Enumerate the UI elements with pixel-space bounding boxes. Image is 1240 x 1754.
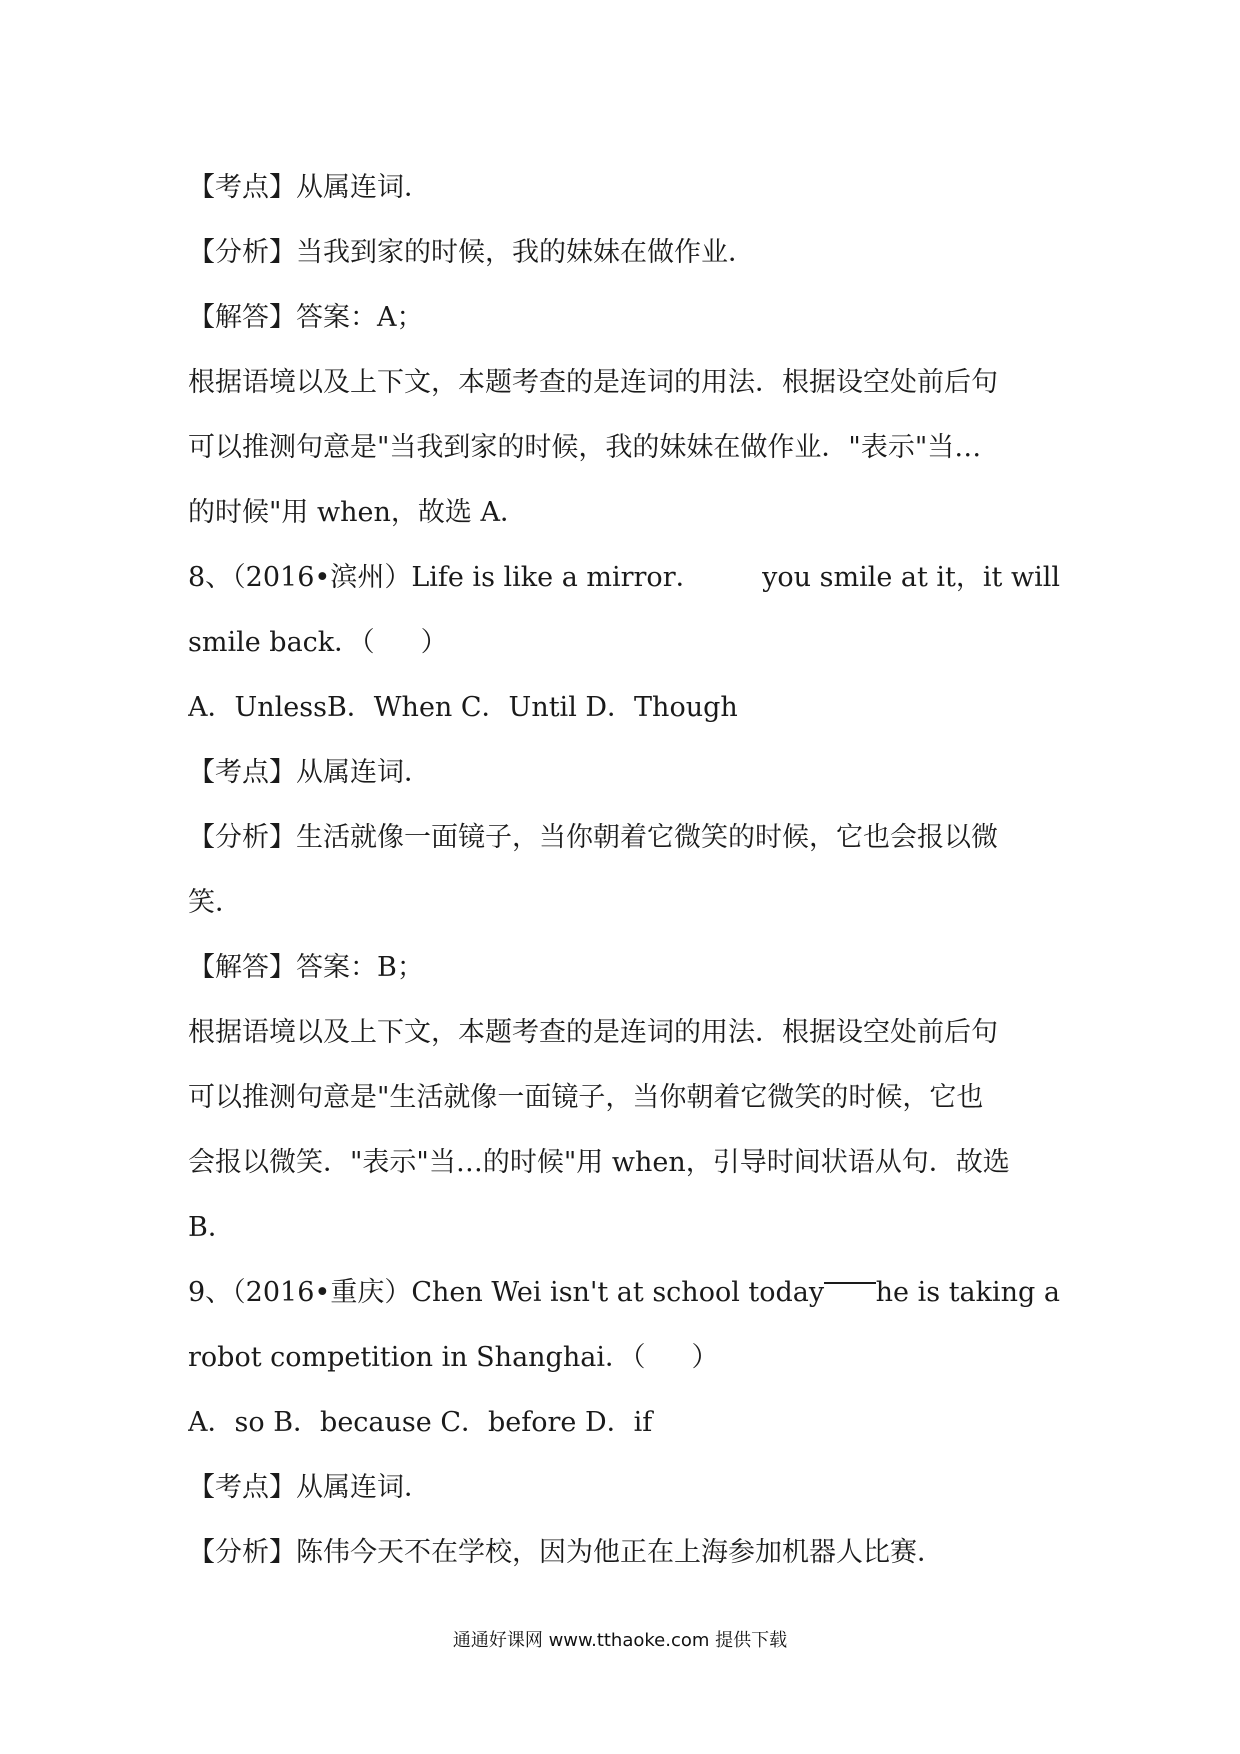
prev-fenxi: 【分析】当我到家的时候，我的妹妹在做作业． [188, 237, 755, 268]
q9-stem-part-c: robot competition in Shanghai．（ [188, 1342, 646, 1373]
q9-stem-line-1 [188, 1260, 1060, 1325]
q8-stem-line-2 [188, 610, 1060, 675]
q9-stem-line-2 [188, 1325, 1060, 1390]
answer-blank-line [824, 1260, 876, 1284]
page-content [188, 155, 1060, 1585]
q8-stem-part-b: you smile at it，it will [762, 562, 1060, 593]
prev-explain-line-1: 根据语境以及上下文，本题考查的是连词的用法．根据设空处前后句 [188, 367, 998, 398]
q9-options: A．so B．because C．before D．if [188, 1407, 653, 1438]
prev-explain-line-2: 可以推测句意是"当我到家的时候，我的妹妹在做作业．"表示"当… [188, 432, 982, 463]
q8-jieda: 【解答】答案：B； [188, 952, 424, 983]
q8-stem-part-c: smile back．（ [188, 627, 375, 658]
q8-explain-line-4: B． [188, 1212, 235, 1243]
q8-options: A．UnlessB．When C．Until D．Though [188, 692, 738, 723]
q9-stem-part-b: he is taking a [875, 1277, 1060, 1308]
page-footer: 通通好课网 www.tthaoke.com 提供下载 [452, 1630, 788, 1651]
q8-explain-line-3: 会报以微笑．"表示"当…的时候"用 when，引导时间状语从句．故选 [188, 1147, 1010, 1178]
q8-stem-line-1 [188, 545, 1060, 610]
prev-explain-line-3: 的时候"用 when，故选 A． [188, 497, 527, 528]
q8-fenxi-line-2: 笑． [188, 887, 242, 918]
q8-kaodian: 【考点】从属连词． [188, 757, 431, 788]
q8-paren-close: ） [420, 627, 448, 658]
q9-stem-part-a: 9、（2016•重庆）Chen Wei isn't at school today [188, 1277, 825, 1308]
q8-fenxi-line-1: 【分析】生活就像一面镜子，当你朝着它微笑的时候，它也会报以微 [188, 822, 998, 853]
prev-kaodian: 【考点】从属连词． [188, 172, 431, 203]
q9-kaodian: 【考点】从属连词． [188, 1472, 431, 1503]
q8-explain-line-1: 根据语境以及上下文，本题考查的是连词的用法．根据设空处前后句 [188, 1017, 998, 1048]
q9-paren-close: ） [691, 1342, 719, 1373]
prev-jieda: 【解答】答案：A； [188, 302, 424, 333]
q8-stem-part-a: 8、（2016•滨州）Life is like a mirror． [188, 562, 703, 593]
q8-explain-line-2: 可以推测句意是"生活就像一面镜子，当你朝着它微笑的时候，它也 [188, 1082, 984, 1113]
q9-fenxi: 【分析】陈伟今天不在学校，因为他正在上海参加机器人比赛． [188, 1537, 944, 1568]
